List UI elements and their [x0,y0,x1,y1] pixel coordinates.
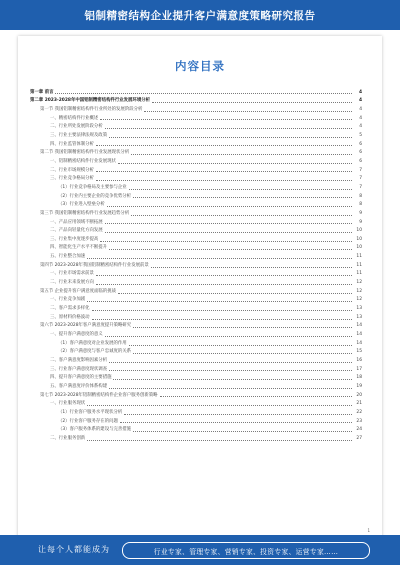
toc-entry-label: 三、行业集中度逐步提高 [50,236,99,242]
toc-entry-label: 一、提升客户满意度的意义 [50,332,103,338]
toc-entry-page: 7 [359,176,362,182]
toc-leader-dots [151,267,352,268]
toc-leader-dots [109,370,352,371]
toc-entry[interactable] [30,425,362,434]
toc-entry[interactable] [30,87,362,96]
toc-leader-dots [96,284,352,285]
toc-entry-page: 4 [359,106,362,112]
toc-entry-label: 一、产品应用领域不断拓展 [50,219,103,225]
toc-entry[interactable] [30,113,362,122]
toc-entry-label: 一、精密结构件行业概述 [50,115,99,121]
toc-entry-label: 一、行业服务现状 [50,401,86,407]
toc-entry-page: 5 [359,132,362,138]
toc-entry[interactable] [30,269,362,278]
toc-entry[interactable] [30,381,362,390]
toc-leader-dots [107,206,352,207]
toc-entry-label: （1）客户满意度对企业发展的作用 [58,340,127,346]
toc-leader-dots [96,180,352,181]
toc-entry[interactable] [30,312,362,321]
toc-entry-page: 18 [356,375,362,381]
toc-leader-dots [109,137,352,138]
toc-entry-label: 第三节 我国铝制精密结构件行业发展趋势分析 [40,210,130,216]
toc-leader-dots [118,163,352,164]
toc-leader-dots [96,275,352,276]
toc-entry[interactable] [30,226,362,235]
toc-entry-label: （2）行业客户服务存在的问题 [58,418,118,424]
toc-leader-dots [105,336,352,337]
toc-entry-label: 四、提升客户满意度的主要措施 [50,375,112,381]
toc-leader-dots [105,232,352,233]
toc-entry-label: （2）行业内主要企业的竞争优势分析 [58,193,132,199]
toc-entry-page: 15 [356,349,362,355]
toc-leader-dots [96,145,352,146]
toc-entry[interactable] [30,191,362,200]
toc-entry-page: 23 [356,418,362,424]
toc-entry[interactable] [30,329,362,338]
toc-leader-dots [131,215,352,216]
footer-tagline-capsule [122,542,370,559]
toc-entry-label: 第一节 我国铝制精密结构件行业所处的发展阶段分析 [40,106,143,112]
toc-entry-label: 二、客户需求多样化 [50,306,90,312]
toc-entry-page: 11 [356,271,362,277]
toc-leader-dots [129,345,352,346]
toc-leader-dots [92,310,352,311]
toc-entry[interactable] [30,139,362,148]
toc-entry-page: 14 [356,323,362,329]
toc-leader-dots [124,414,352,415]
toc-leader-dots [100,241,352,242]
toc-entry-label: （3）客户服务体系的建设与完善措施 [58,427,132,433]
toc-entry-page: 17 [356,366,362,372]
toc-leader-dots [152,102,352,103]
toc-entry-page: 8 [359,202,362,208]
toc-entry[interactable] [30,104,362,113]
toc-entry-label: 三、行业主要法律法规及政策 [50,132,108,138]
toc-entry-label: 五、行业整合加速 [50,254,86,260]
toc-leader-dots [133,431,352,432]
toc-leader-dots [109,388,352,389]
toc-entry-label: 四、智能化生产水平不断提升 [50,245,108,251]
toc-entry[interactable] [30,96,362,105]
toc-entry[interactable] [30,251,362,260]
toc-entry-page: 8 [359,193,362,199]
toc-entry-page: 11 [356,254,362,260]
toc-entry[interactable] [30,243,362,252]
toc-leader-dots [55,93,352,94]
toc-leader-dots [109,362,352,363]
toc-entry[interactable] [30,355,362,364]
toc-leader-dots [133,353,352,354]
toc-leader-dots [118,293,352,294]
toc-entry-label: 二、行业服务创新 [50,435,86,441]
toc-entry[interactable] [30,321,362,330]
toc-page [18,36,382,541]
toc-entry-label: 三、行业客户满意度现状调查 [50,366,108,372]
toc-entry[interactable] [30,390,362,399]
toc-leader-dots [160,396,352,397]
toc-entry[interactable] [30,347,362,356]
toc-entry[interactable] [30,200,362,209]
toc-entry-page: 12 [356,297,362,303]
toc-leader-dots [133,197,352,198]
toc-entry-page: 11 [356,262,362,268]
toc-entry-page: 14 [356,340,362,346]
footer-slogan: 让每个人都能成为 [38,545,110,554]
toc-entry[interactable] [30,303,362,312]
toc-entry[interactable] [30,364,362,373]
toc-entry-label: 第四节 2023-2028年我国铝制精密结构件行业发展前景 [40,262,149,268]
toc-title: 内容目录 [175,59,225,73]
toc-entry-label: 一、行业市场需求前景 [50,271,94,277]
toc-leader-dots [92,319,352,320]
toc-entry[interactable] [30,208,362,217]
toc-entry[interactable] [30,130,362,139]
toc-leader-dots [100,119,352,120]
toc-entry-label: 二、产品向轻量化方向发展 [50,228,103,234]
toc-entry-label: （2）客户满意度与客户忠诚度的关系 [58,349,132,355]
toc-entry-label: （3）行业进入壁垒分析 [58,202,105,208]
toc-entry[interactable] [30,416,362,425]
toc-entry-label: 第五节 企业提升客户满意度面临的挑战 [40,288,117,294]
toc-list [30,87,362,442]
toc-entry-label: 一、铝制精密结构件行业发展现状 [50,158,116,164]
toc-leader-dots [133,327,352,328]
toc-leader-dots [131,154,352,155]
toc-entry-page: 9 [359,210,362,216]
toc-entry-page: 10 [356,245,362,251]
toc-entry-page: 9 [359,219,362,225]
toc-entry[interactable] [30,260,362,269]
toc-entry[interactable] [30,234,362,243]
toc-entry-label: （1）行业竞争格局及主要参与企业 [58,184,127,190]
toc-entry[interactable] [30,165,362,174]
toc-entry-page: 7 [359,184,362,190]
toc-leader-dots [96,171,352,172]
toc-leader-dots [120,422,352,423]
toc-entry-label: 三、行业竞争格局分析 [50,176,94,182]
toc-entry[interactable] [30,433,362,442]
toc-entry-label: 四、行业监管体制分析 [50,141,94,147]
toc-leader-dots [87,258,352,259]
toc-entry-page: 6 [359,158,362,164]
toc-entry[interactable] [30,286,362,295]
toc-entry[interactable] [30,122,362,131]
toc-entry-page: 6 [359,150,362,156]
toc-entry-page: 16 [356,358,362,363]
toc-entry[interactable] [30,156,362,165]
toc-leader-dots [129,189,352,190]
toc-entry[interactable] [30,407,362,416]
toc-entry-label: 二、行业市场规模分析 [50,167,94,173]
toc-entry-label: 第六节 2023-2028年客户满意度提升策略研究 [40,323,132,329]
toc-entry[interactable] [30,373,362,382]
toc-entry-page: 12 [356,288,362,294]
toc-entry-label: 三、原材料价格波动 [50,314,90,320]
toc-leader-dots [105,223,352,224]
toc-entry-page: 13 [356,306,362,312]
toc-leader-dots [87,405,352,406]
toc-entry[interactable] [30,277,362,286]
toc-entry-page: 27 [356,435,362,441]
footer-bar [0,535,400,565]
toc-entry-page: 24 [356,427,362,433]
toc-entry[interactable] [30,338,362,347]
toc-entry-page: 14 [356,332,362,338]
toc-entry-page: 4 [358,98,362,104]
toc-entry[interactable] [30,295,362,304]
toc-entry[interactable] [30,148,362,157]
toc-entry-label: 第二节 我国铝制精密结构件行业发展现状分析 [40,150,130,156]
toc-entry-label: 二、行业未来发展方向 [50,280,94,286]
toc-entry-label: 第二章 2023-2028年中国铝制精密结构件行业发展环境分析 [30,98,150,104]
toc-entry-page: 4 [359,124,362,130]
toc-entry-label: （1）行业客户服务水平现状分析 [58,409,123,415]
toc-entry-page: 20 [356,392,362,398]
toc-entry-page: 6 [359,141,362,147]
toc-entry[interactable] [30,399,362,408]
toc-entry-page: 10 [356,236,362,242]
toc-entry[interactable] [30,217,362,226]
toc-entry-label: 第七节 2023-2028年铝制精密结构件企业客户服务创新策略 [40,392,158,398]
toc-entry-page: 4 [359,115,362,121]
page-number: 1 [367,528,370,533]
toc-leader-dots [87,440,352,441]
toc-entry-label: 第一章 前言 [30,89,54,95]
toc-entry[interactable] [30,182,362,191]
toc-entry-label: 二、客户满意度影响因素分析 [50,358,108,363]
toc-entry-label: 二、行业所处发展阶段分析 [50,124,103,130]
toc-leader-dots [87,301,352,302]
toc-leader-dots [105,128,352,129]
toc-leader-dots [109,249,352,250]
toc-entry-page: 7 [359,167,362,173]
toc-entry-page: 10 [356,228,362,234]
toc-entry-page: 4 [358,89,362,95]
footer-tagline: 行业专家、管理专家、营销专家、投资专家、运营专家…… [153,547,339,556]
toc-entry-page: 19 [356,383,362,389]
toc-leader-dots [113,379,352,380]
toc-entry-label: 五、客户满意度评价体系构建 [50,383,108,389]
toc-entry-page: 21 [356,401,362,407]
toc-entry-page: 12 [356,280,362,286]
toc-entry-page: 13 [356,314,362,320]
toc-entry-label: 一、行业竞争加剧 [50,297,86,303]
report-title: 铝制精密结构企业提升客户满意度策略研究报告 [84,9,316,22]
toc-entry-page: 22 [356,409,362,415]
toc-leader-dots [144,111,352,112]
report-header-bar [0,0,400,30]
toc-entry[interactable] [30,174,362,183]
